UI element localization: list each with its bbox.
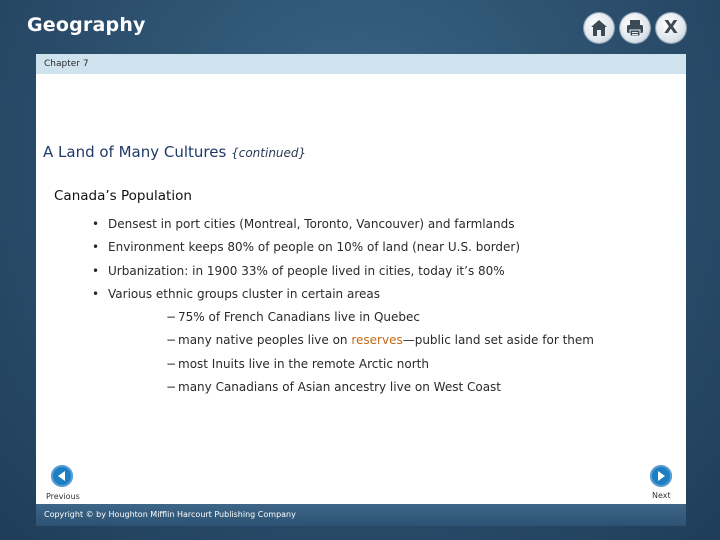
bullet-glyph: • [92,286,100,301]
sub-list-item [166,329,594,352]
slide-title-text: A Land of Many Cultures [43,143,227,161]
list-item [92,213,520,236]
bullet-text: Urbanization: in 1900 33% of people lived in cities, today it’s 80% [108,263,505,278]
bullet-glyph: • [92,217,100,231]
bullet-glyph: • [92,240,100,255]
printer-icon [625,18,645,38]
home-button[interactable] [584,13,614,43]
sub-bullet-text: 75% of French Canadians live in Quebec [178,310,420,324]
list-item [92,260,520,283]
chapter-bar [36,54,686,74]
sub-list-item [166,353,594,376]
copyright-text: Copyright © by Houghton Mifflin Harcourt Publishing Company [44,510,296,519]
chapter-label: Chapter 7 [44,59,89,69]
bullet-glyph: • [92,263,100,278]
close-icon: X [664,17,678,38]
dash-glyph: − [166,356,177,371]
next-label[interactable]: Next [652,491,671,500]
list-item [92,283,520,306]
previous-button[interactable] [51,465,73,487]
close-button[interactable] [656,13,686,43]
sub-bullet-text: most Inuits live in the remote Arctic north [178,356,429,371]
slide-title [43,143,306,161]
bullet-list [92,213,520,306]
previous-label[interactable]: Previous [46,492,80,501]
sub-bullet-text: many native peoples live on [178,333,352,348]
home-icon [589,18,609,38]
print-button[interactable] [620,13,650,43]
slide-title-suffix: {continued} [231,146,307,160]
dash-glyph: − [166,379,177,394]
dash-glyph: − [166,333,177,348]
list-item [92,236,520,259]
top-toolbar [584,13,686,43]
section-heading: Canada’s Population [54,188,192,204]
dash-glyph: − [166,310,177,324]
sub-bullet-text-after: —public land set aside for them [402,333,594,348]
sub-bullet-text: many Canadians of Asian ancestry live on West Coast [178,379,502,394]
footer-bar [36,504,686,526]
bullet-text: Densest in port cities (Montreal, Toronto, Vancouver) and farmlands [108,217,515,231]
sub-list-item [166,376,594,399]
bullet-text: Environment keeps 80% of people on 10% of land (near U.S. border) [108,240,521,255]
next-button[interactable] [650,465,672,487]
slide-content [36,74,686,504]
sub-bullet-list [166,306,594,399]
sub-list-item [166,306,594,329]
arrow-right-icon [655,470,667,482]
highlighted-term: reserves [351,333,403,348]
bullet-text: Various ethnic groups cluster in certain areas [108,286,380,301]
arrow-left-icon [56,470,68,482]
app-title: Geography [27,14,146,36]
